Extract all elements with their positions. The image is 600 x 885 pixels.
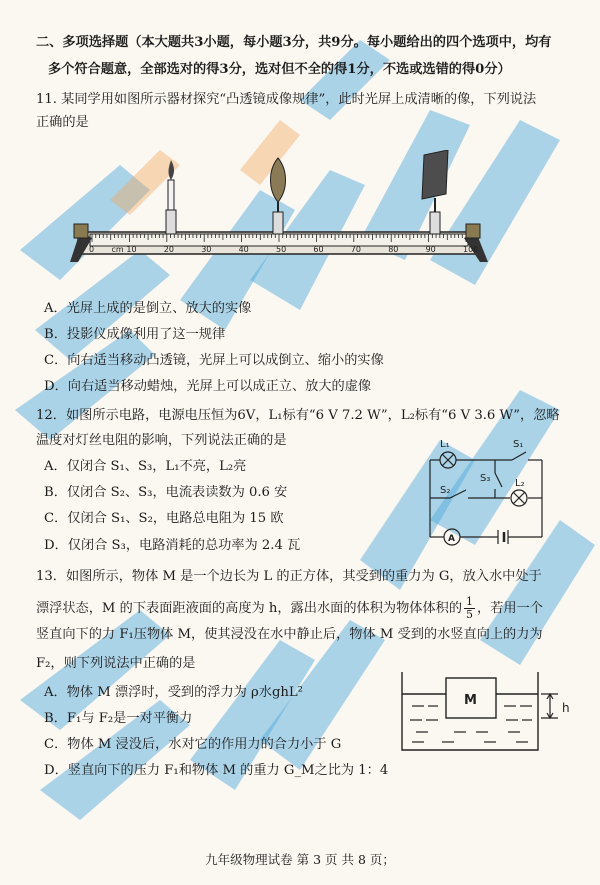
q13-option-c: C．物体 M 浸没后，水对它的作用力的合力小于 G xyxy=(44,737,342,752)
ruler-label: 50 xyxy=(276,245,287,254)
ruler-label: 70 xyxy=(350,245,361,254)
q12-option-a: A．仅闭合 S₁、S₃，L₁不亮，L₂亮 xyxy=(44,459,247,474)
fraction-numerator: 1 xyxy=(466,595,474,608)
label-s1: S₁ xyxy=(513,439,524,450)
convex-lens xyxy=(271,158,286,234)
ruler-label: 60 xyxy=(313,245,324,254)
candle xyxy=(166,160,176,234)
floating-block-figure xyxy=(398,668,588,758)
optical-bench-figure xyxy=(70,150,490,270)
q13-stem-line-1: 13．如图所示，物体 M 是一个边长为 L 的正方体，其受到的重力为 G，放入水中处于 xyxy=(36,569,542,584)
ruler-label: 20 xyxy=(163,245,174,254)
q11-option-d: D．向右适当移动蜡烛，光屏上可以成正立、放大的虚像 xyxy=(44,379,372,394)
q12-option-d: D．仅闭合 S₃，电路消耗的总功率为 2.4 瓦 xyxy=(44,538,301,553)
q11-option-a: A．光屏上成的是倒立、放大的实像 xyxy=(44,301,252,316)
section-header-line-1: 二、多项选择题（本大题共3小题，每小题3分，共9分。每小题给出的四个选项中，均有 xyxy=(36,35,552,50)
ruler-label: 30 xyxy=(201,245,212,254)
label-s2: S₂ xyxy=(440,485,451,496)
q13-stem-line-2-pre: 漂浮状态，M 的下表面距液面的高度为 h，露出水面的体积为物体体积的 xyxy=(36,601,463,616)
q13-stem-line-4: F₂，则下列说法中正确的是 xyxy=(36,656,196,671)
label-l1: L₁ xyxy=(440,439,450,450)
page-footer: 九年级物理试卷 第 3 页 共 8 页； xyxy=(205,852,395,867)
q13-stem-line-3: 竖直向下的力 F₁压物体 M，使其浸没在水中静止后，物体 M 受到的水竖直向上的力为 xyxy=(36,627,543,642)
q13-option-b: B．F₁与 F₂是一对平衡力 xyxy=(44,711,193,726)
light-screen xyxy=(422,150,448,234)
circuit-diagram xyxy=(420,435,550,550)
q12-stem-line-2: 温度对灯丝电阻的影响，下列说法正确的是 xyxy=(36,433,287,448)
ruler-label: 100 xyxy=(463,245,479,254)
q13-option-d: D．竖直向下的压力 F₁和物体 M 的重力 G_M之比为 1：4 xyxy=(44,763,389,778)
ruler-label: 40 xyxy=(238,245,249,254)
section-header-line-2: 多个符合题意，全部选对的得3分，选对但不全的得1分，不选或选错的得0分） xyxy=(48,62,511,77)
q13-option-a: A．物体 M 漂浮时，受到的浮力为 ρ水ghL² xyxy=(44,685,303,700)
q12-option-c: C．仅闭合 S₁、S₂，电路总电阻为 15 欧 xyxy=(44,511,284,526)
q11-stem-line-1: 11. 某同学用如图所示器材探究“凸透镜成像规律”，此时光屏上成清晰的像，下列说法 xyxy=(36,92,537,107)
q12-option-b: B．仅闭合 S₂、S₃，电流表读数为 0.6 安 xyxy=(44,485,288,500)
q13-stem-line-2-post: ，若用一个 xyxy=(477,601,543,616)
label-s3: S₃ xyxy=(480,473,491,484)
ruler-label: 10 xyxy=(126,245,137,254)
q11-stem-line-2: 正确的是 xyxy=(36,115,89,130)
q13-stem-line-2 xyxy=(36,596,582,621)
label-l2: L₂ xyxy=(515,478,525,489)
ruler-label: 0 xyxy=(89,245,95,254)
block-label: M xyxy=(464,693,477,708)
q11-option-b: B．投影仪成像利用了这一规律 xyxy=(44,327,226,342)
height-label: h xyxy=(562,701,570,715)
ruler-label: 90 xyxy=(425,245,436,254)
ruler-label: cm xyxy=(111,245,124,254)
ruler-label: 80 xyxy=(388,245,399,254)
fraction-one-fifth xyxy=(464,596,475,621)
q12-stem-line-1: 12．如图所示电路，电源电压恒为6V，L₁标有“6 V 7.2 W”，L₂标有“6 V 3.6 W”，忽略 xyxy=(36,408,560,423)
q11-option-c: C．向右适当移动凸透镜，光屏上可以成倒立、缩小的实像 xyxy=(44,353,384,368)
fraction-denominator: 5 xyxy=(466,608,474,621)
label-ammeter: A xyxy=(448,534,455,544)
